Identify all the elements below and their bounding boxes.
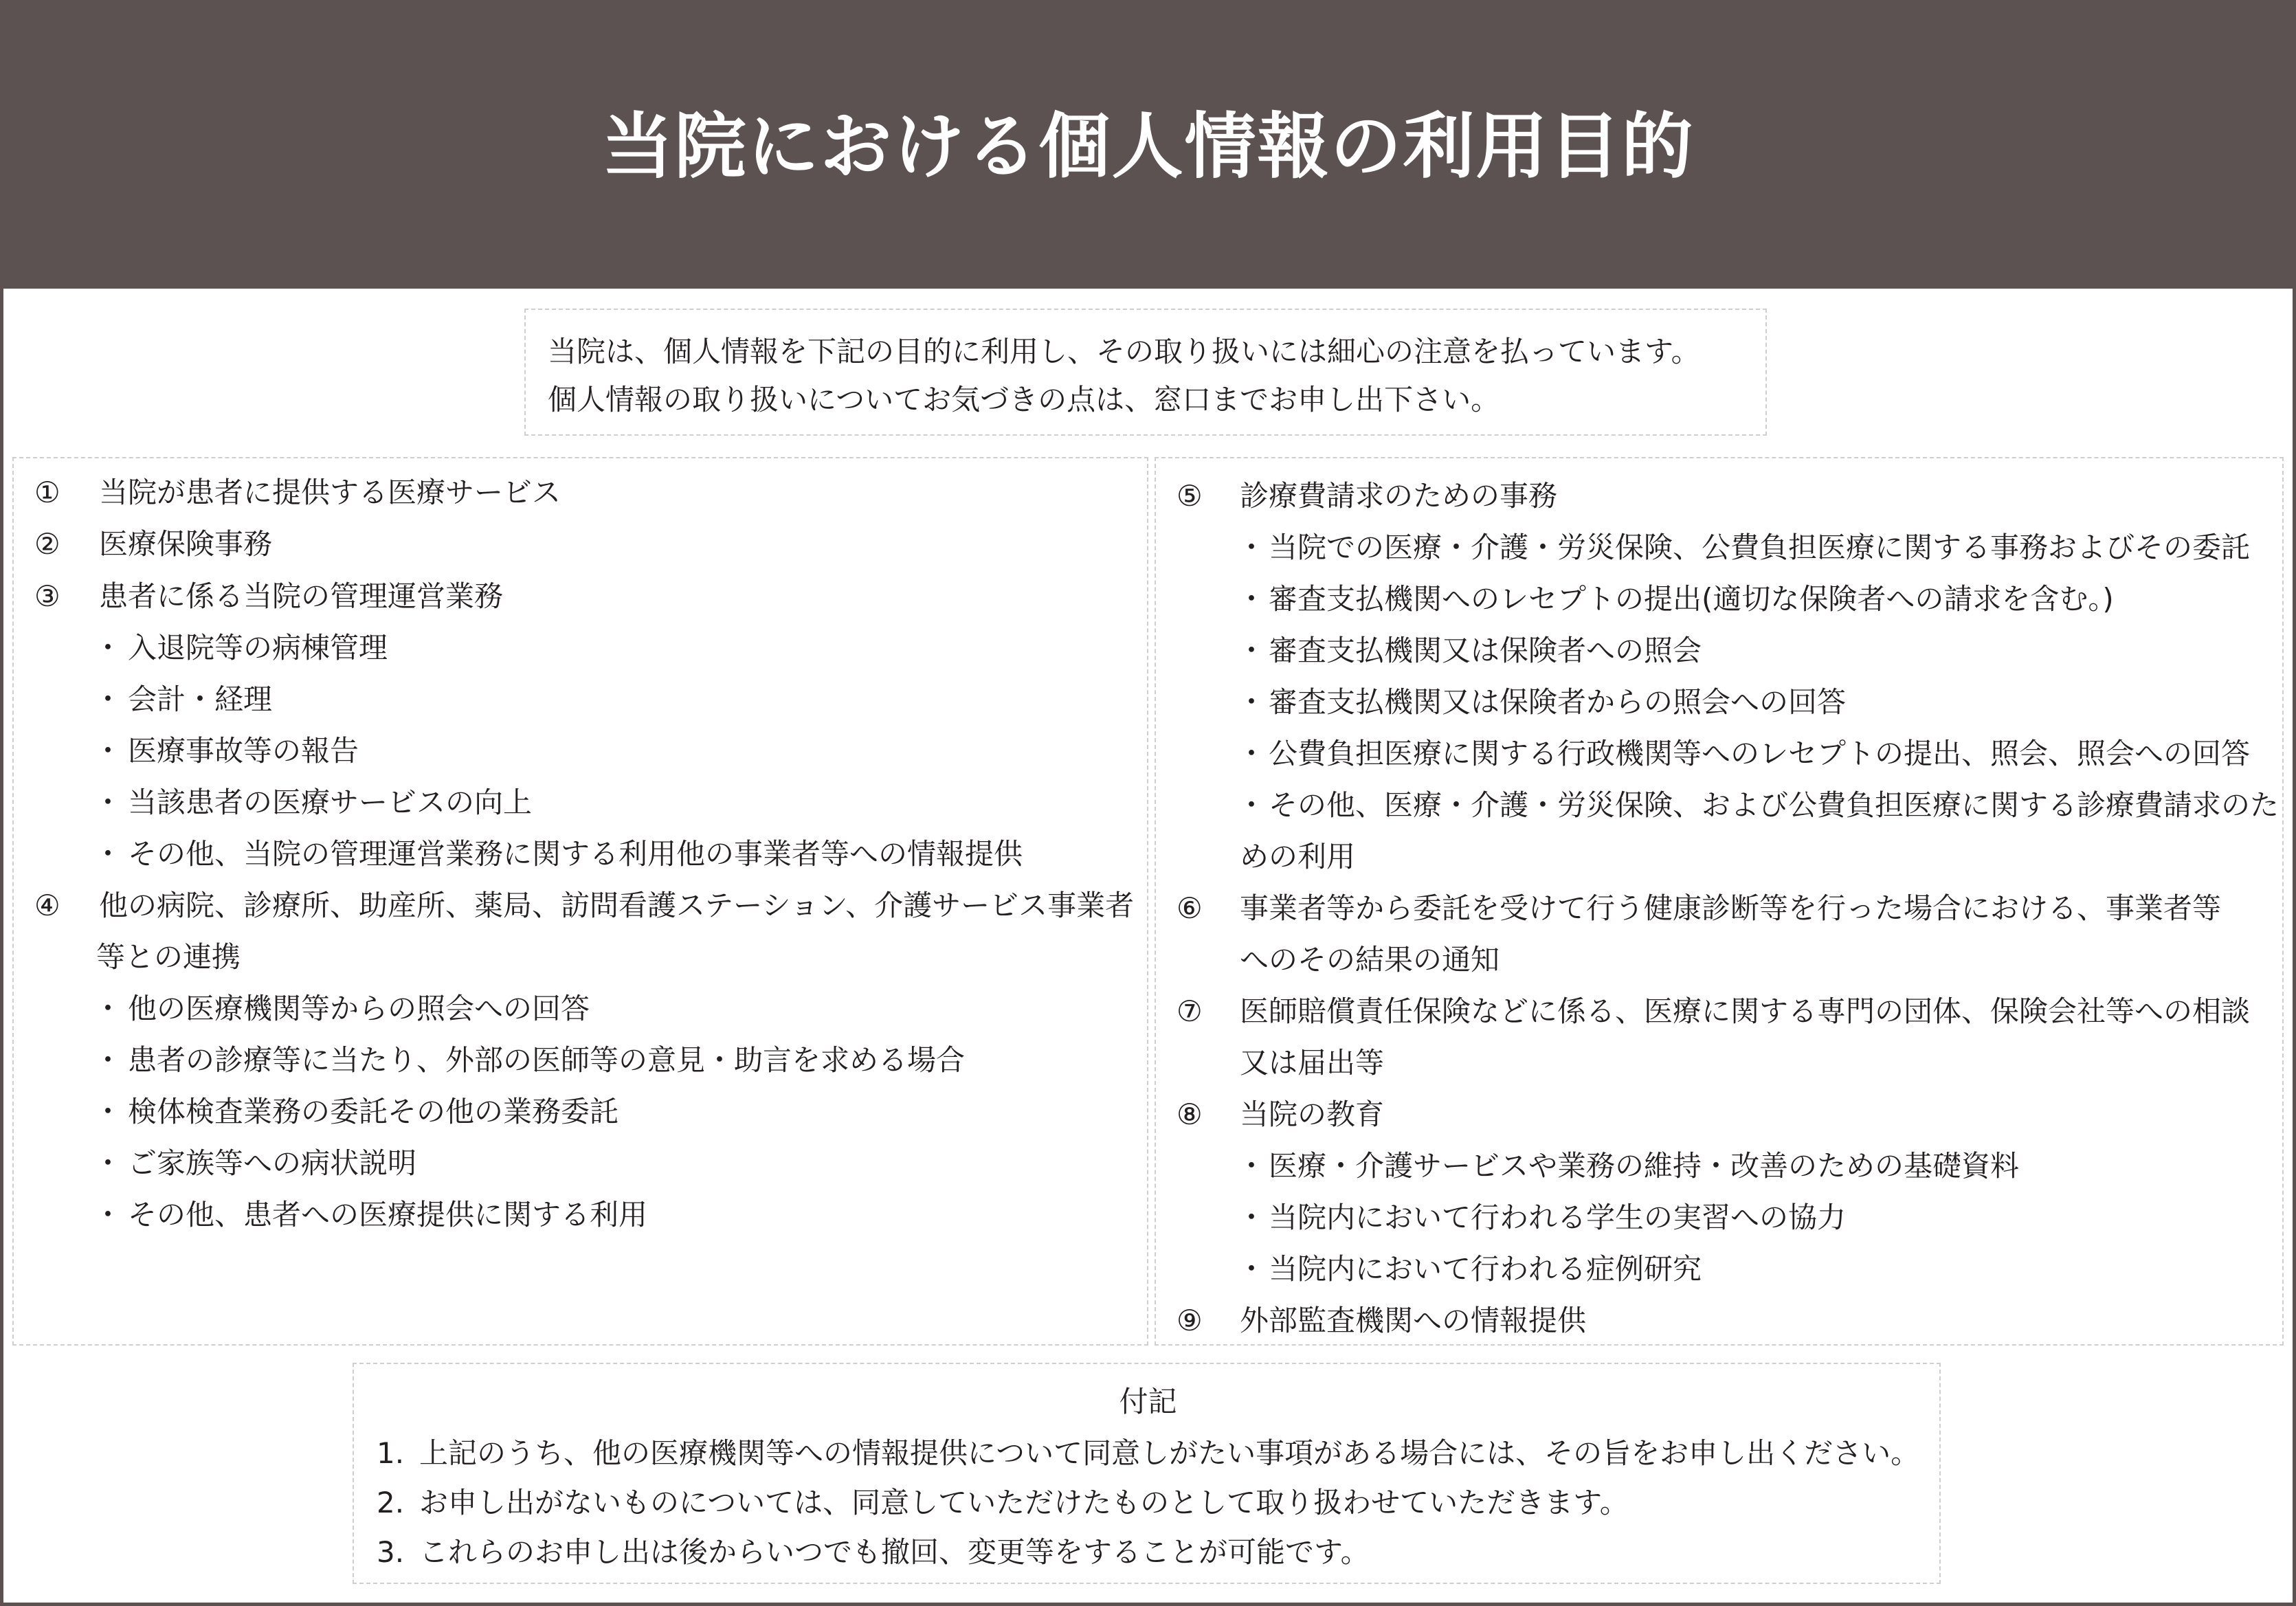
item-text: ご家族等への病状説明 — [128, 1146, 417, 1180]
bullet: ・ — [93, 1146, 123, 1180]
item-number: ⑨ — [1177, 1304, 1203, 1337]
bullet: ・ — [1237, 788, 1267, 822]
item-text: 医療・介護サービスや業務の維持・改善のための基礎資料 — [1269, 1149, 2020, 1183]
item-text: 入退院等の病棟管理 — [128, 631, 388, 665]
item-text: 審査支払機関又は保険者からの照会への回答 — [1269, 685, 1847, 719]
bullet: ・ — [1237, 531, 1267, 564]
item-number: ⑧ — [1177, 1097, 1203, 1131]
item-text: 当該患者の医療サービスの向上 — [128, 785, 533, 819]
item-text: 審査支払機関又は保険者への照会 — [1269, 634, 1702, 667]
bullet: ・ — [93, 682, 123, 716]
item-number: ⑦ — [1177, 994, 1203, 1028]
item-text: 当院内において行われる症例研究 — [1269, 1252, 1702, 1286]
bullet: ・ — [93, 837, 123, 871]
intro-box — [524, 309, 1767, 436]
item-text: 公費負担医療に関する行政機関等へのレセプトの提出、照会、照会への回答 — [1269, 737, 2251, 770]
item-text: 検体検査業務の委託その他の業務委託 — [128, 1095, 619, 1128]
bullet: ・ — [93, 992, 123, 1025]
item-text: 患者に係る当院の管理運営業務 — [99, 579, 504, 613]
note-text: これらのお申し出は後からいつでも撤回、変更等をすることが可能です。 — [419, 1535, 1370, 1569]
note-number: 1. — [377, 1436, 405, 1470]
bullet: ・ — [1237, 685, 1267, 719]
item-text: 患者の診療等に当たり、外部の医師等の意見・助言を求める場合 — [128, 1043, 966, 1077]
bullet: ・ — [1237, 1201, 1267, 1234]
bullet: ・ — [1237, 1252, 1267, 1286]
item-text: 当院での医療・介護・労災保険、公費負担医療に関する事務およびその委託 — [1269, 531, 2251, 564]
item-text: 当院の教育 — [1240, 1097, 1385, 1131]
item-text: 診療費請求のための事務 — [1240, 479, 1558, 513]
item-text: その他、患者への医療提供に関する利用 — [128, 1198, 648, 1231]
bullet: ・ — [1237, 1149, 1267, 1183]
item-text: 医療事故等の報告 — [128, 734, 359, 768]
item-text: めの利用 — [1240, 840, 1356, 873]
note-number: 2. — [377, 1486, 405, 1519]
intro-line-2: 個人情報の取り扱いについてお気づきの点は、窓口までお申し出下さい。 — [548, 383, 1500, 416]
item-number: ② — [34, 527, 60, 561]
bullet: ・ — [1237, 634, 1267, 667]
bullet: ・ — [1237, 582, 1267, 616]
item-text: 審査支払機関へのレセプトの提出(適切な保険者への請求を含む。) — [1269, 582, 2114, 616]
item-text: 他の病院、診療所、助産所、薬局、訪問看護ステーション、介護サービス事業者 — [99, 889, 1135, 922]
item-text: 事業者等から委託を受けて行う健康診断等を行った場合における、事業者等 — [1240, 891, 2222, 925]
item-text: 当院が患者に提供する医療サービス — [99, 476, 561, 509]
bullet: ・ — [93, 1095, 123, 1128]
item-text: へのその結果の通知 — [1240, 943, 1500, 977]
item-text: 当院内において行われる学生の実習への協力 — [1269, 1201, 1847, 1234]
bullet: ・ — [93, 1198, 123, 1231]
notes-title: 付記 — [1119, 1385, 1177, 1418]
item-text: 医師賠償責任保険などに係る、医療に関する専門の団体、保険会社等への相談 — [1240, 994, 2251, 1028]
bullet: ・ — [93, 631, 123, 665]
bullet: ・ — [93, 785, 123, 819]
note-text: お申し出がないものについては、同意していただけたものとして取り扱わせていただきます。 — [419, 1486, 1629, 1519]
item-number: ③ — [34, 579, 60, 613]
note-number: 3. — [377, 1535, 405, 1569]
item-text: 又は届出等 — [1240, 1046, 1385, 1080]
intro-line-1: 当院は、個人情報を下記の目的に利用し、その取り扱いには細心の注意を払っています。 — [548, 335, 1700, 368]
bullet: ・ — [1237, 737, 1267, 770]
page-title: 当院における個人情報の利用目的 — [601, 104, 1695, 188]
item-text: 他の医療機関等からの照会への回答 — [128, 992, 590, 1025]
item-text: その他、当院の管理運営業務に関する利用他の事業者等への情報提供 — [128, 837, 1023, 871]
item-number: ⑥ — [1177, 891, 1203, 925]
item-text: 等との連携 — [96, 940, 241, 974]
item-number: ④ — [34, 889, 60, 922]
item-number: ① — [34, 476, 60, 509]
item-text: 会計・経理 — [128, 682, 273, 716]
item-number: ⑤ — [1177, 479, 1203, 513]
item-text: 医療保険事務 — [99, 527, 273, 561]
bullet: ・ — [93, 1043, 123, 1077]
note-text: 上記のうち、他の医療機関等への情報提供について同意しがたい事項がある場合には、その旨をお申し出ください。 — [419, 1436, 1920, 1470]
item-text: その他、医療・介護・労災保険、および公費負担医療に関する診療費請求のた — [1269, 788, 2280, 822]
bullet: ・ — [93, 734, 123, 768]
title-banner — [0, 0, 2296, 289]
item-text: 外部監査機関への情報提供 — [1240, 1304, 1587, 1337]
